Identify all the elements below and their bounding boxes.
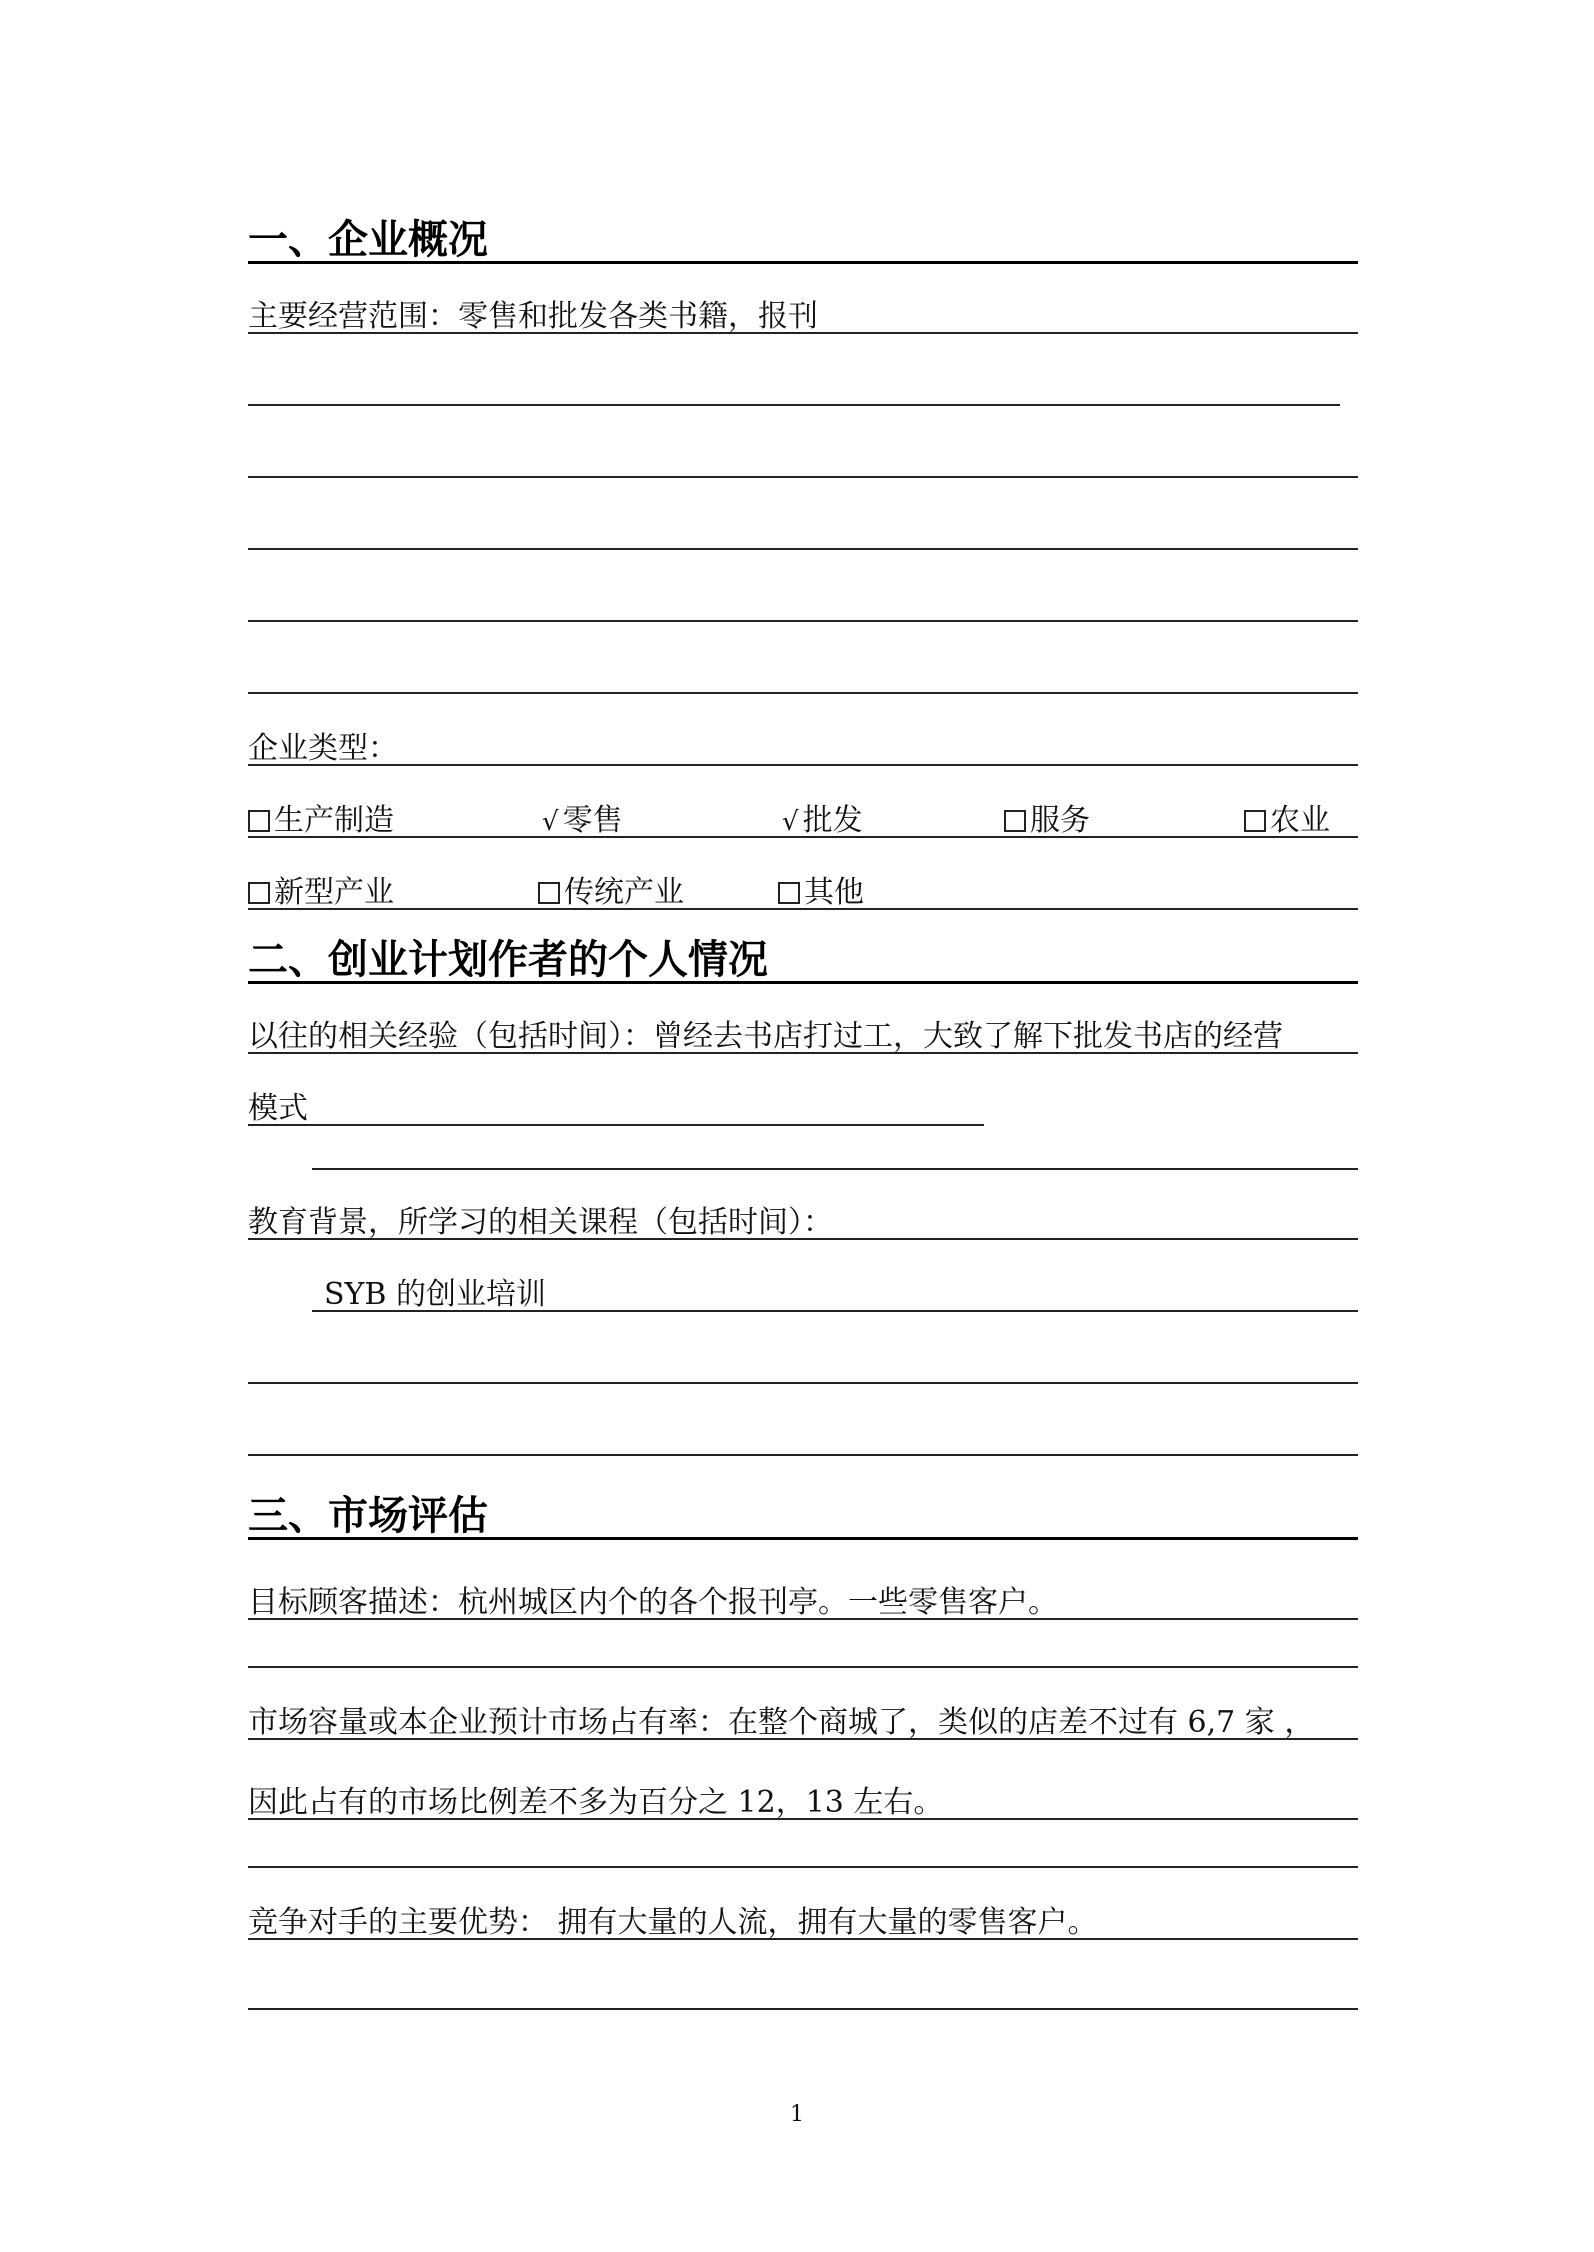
business-scope-value: 零售和批发各类书籍，报刊 [458,299,818,334]
option-label: 农业 [1270,803,1330,838]
option-label: 零售 [562,803,623,838]
market-share-rule-1 [248,1696,1358,1740]
page-number: 1 [790,2102,804,2127]
checkmark-icon: √ [782,807,799,837]
blank-line [248,360,1340,406]
education-label: 教育背景，所学习的相关课程（包括时间）： [248,1205,833,1240]
blank-line [248,648,1358,694]
blank-line [248,1824,1358,1868]
option-label: 批发 [802,803,863,838]
options-row-2-rule [248,866,1358,910]
experience-rule-1 [248,1010,1358,1054]
option-label: 其他 [804,875,864,910]
blank-line [248,1412,1358,1456]
option-label: 服务 [1030,803,1090,838]
business-scope-label: 主要经营范围： [248,299,458,334]
options-row-1-rule [248,794,1358,838]
competitor-advantage: 竞争对手的主要优势： 拥有大量的人流，拥有大量的零售客户。 [248,1905,1098,1940]
option-label: 生产制造 [274,803,394,838]
enterprise-type-label: 企业类型： [248,731,398,766]
section-1-heading-rule [248,214,1358,264]
experience-line-1: 以往的相关经验（包括时间）：曾经去书店打过工，大致了解下批发书店的经营 [248,1019,1283,1054]
option-label: 传统产业 [564,875,684,910]
blank-line [248,1340,1358,1384]
blank-line [248,576,1358,622]
target-customers: 目标顾客描述：杭州城区内个的各个报刊亭。一些零售客户。 [248,1585,1058,1620]
market-share-line-2: 因此占有的市场比例差不多为百分之 12，13 左右。 [248,1785,944,1820]
blank-line [248,1624,1358,1668]
blank-line [248,432,1358,478]
experience-line-2: 模式 [248,1091,308,1126]
target-customers-rule [248,1576,1358,1620]
section-2-heading: 二、创业计划作者的个人情况 [248,937,768,983]
market-share-rule-2 [248,1776,1358,1820]
section-2-heading-rule [248,934,1358,984]
section-3-heading: 三、市场评估 [248,1493,488,1539]
checkmark-icon: √ [542,807,559,837]
blank-line [248,504,1358,550]
market-share-line-1: 市场容量或本企业预计市场占有率：在整个商城了，类似的店差不过有 6,7 家 ， [248,1705,1315,1740]
education-value-rule [312,1268,1358,1312]
blank-line [312,1126,1358,1170]
enterprise-type-rule [248,722,1358,766]
education-value: SYB 的创业培训 [324,1277,546,1312]
business-scope-rule [248,290,1358,334]
competitor-advantage-rule [248,1896,1358,1940]
section-3-heading-rule [248,1490,1358,1540]
experience-rule-2 [248,1082,984,1126]
education-rule [248,1196,1358,1240]
option-label: 新型产业 [274,875,394,910]
blank-line [248,1966,1358,2010]
section-1-heading: 一、企业概况 [248,217,488,263]
